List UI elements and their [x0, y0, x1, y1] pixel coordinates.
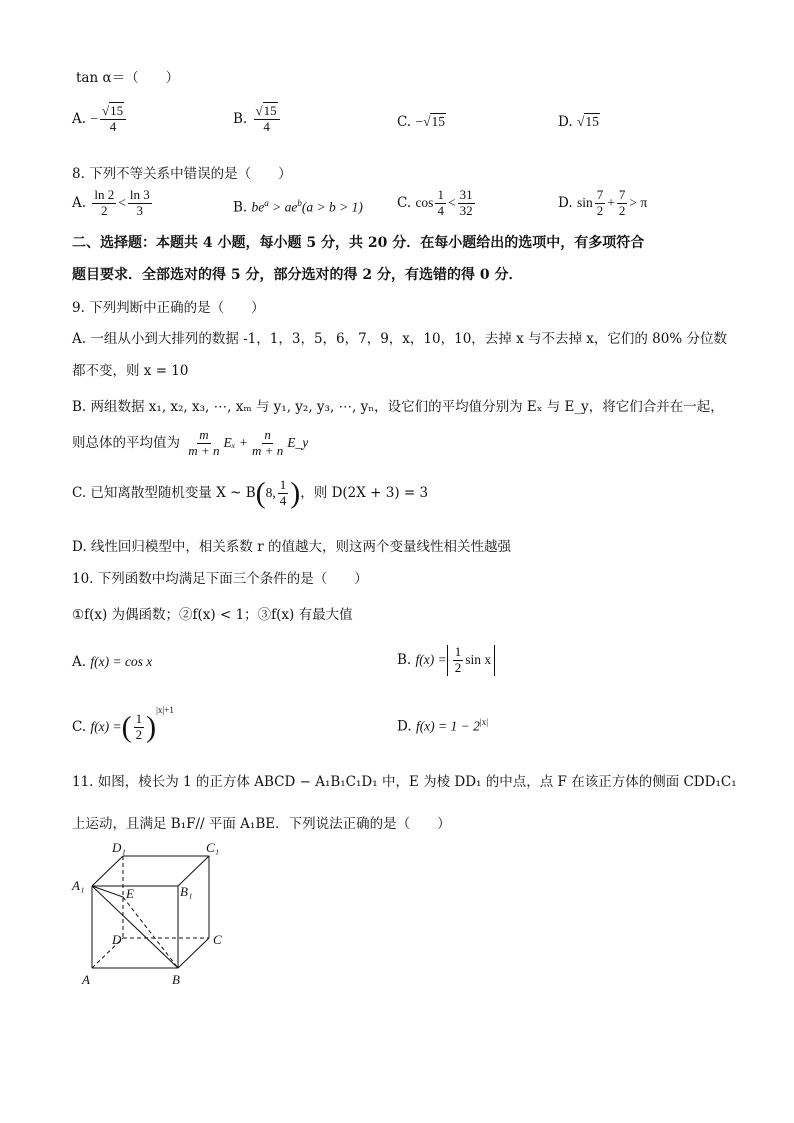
q9-stem: 9. 下列判断中正确的是（ ） [72, 300, 265, 316]
q9-option-a-line2: 都不变，则 x = 10 [72, 363, 189, 379]
q8-option-d[interactable]: D. sin $\frac{7}{2}$ + $\frac{7}{2}$ > π [558, 187, 648, 218]
q10-option-d[interactable]: D. $f(x) = 1 - 2^{|x|}$ [397, 717, 489, 735]
segment-A1-E [92, 886, 123, 897]
q9-option-b-line1[interactable]: B. 两组数据 x₁, x₂, x₃, ⋯, xₘ 与 y₁, y₂, y₃, ⋯, yₙ，设它们的平均值分别为 Eₓ 与 E_y，将它们合并在一起， [72, 399, 724, 415]
q11-stem-line2: 上运动，且满足 B₁F// 平面 A₁BE．下列说法正确的是（ ） [72, 816, 451, 832]
q9-option-c[interactable]: C. 已知离散型随机变量 X ~ B(8, $\frac{1}{4}$ )，则 D(2X + 3) = 3 [72, 476, 429, 510]
label-A1: A₁ [72, 878, 85, 893]
label-D: D [112, 932, 122, 947]
q7-option-c[interactable]: C. −√15 [397, 114, 445, 130]
q9-option-a-line1[interactable]: A. 一组从小到大排列的数据 -1，1，3，5，6，7，9，x，10，10，去掉 x 与不去掉 x，它们的 80% 分位数 [72, 331, 727, 347]
label-C: C [213, 932, 222, 947]
q10-stem: 10. 下列函数中均满足下面三个条件的是（ ） [72, 571, 368, 587]
q8-option-a[interactable]: A. $\frac{\ln 2}{2}$ < $\frac{\ln 3}{3}$ [72, 187, 150, 218]
label-E: E [126, 886, 134, 901]
edge-B1-C1 [178, 856, 209, 886]
segment-E-B [123, 897, 178, 968]
q7-stem: tan α＝（ ） [76, 70, 180, 86]
q11-stem-line1: 11. 如图，棱长为 1 的正方体 ABCD − A₁B₁C₁D₁ 中，E 为棱 DD₁ 的中点，点 F 在该正方体的侧面 CDD₁C₁ [72, 774, 737, 790]
q10-option-a[interactable]: A. f(x) = cos x [72, 654, 153, 670]
edge-A1-D1 [92, 856, 123, 886]
q8-stem: 8. 下列不等关系中错误的是（ ） [72, 166, 292, 182]
q8-option-b[interactable]: B. $be^a > ae^b(a > b > 1)$ [233, 198, 363, 216]
q7-option-d[interactable]: D. √15 [558, 114, 599, 130]
label-A: A [82, 972, 90, 987]
q7-option-b[interactable]: B. $\frac{√15}{4}$ [233, 104, 282, 135]
q10-option-c[interactable]: C. f(x) =( $\frac{1}{2}$ )$^{|x|+1}$ [72, 705, 174, 744]
edge-B-C [178, 938, 209, 968]
q10-conditions: ①f(x) 为偶函数；②f(x) < 1；③f(x) 有最大值 [72, 607, 353, 623]
section2-heading-line2: 题目要求．全部选对的得 5 分，部分选对的得 2 分，有选错的得 0 分． [72, 267, 523, 283]
q9-option-d[interactable]: D. 线性回归模型中，相关系数 r 的值越大，则这两个变量线性相关性越强 [72, 539, 511, 555]
label-B1: B₁ [180, 884, 193, 899]
q7-option-a[interactable]: A. − $\frac{√15}{4}$ [72, 104, 128, 135]
cube-figure [70, 840, 240, 990]
label-B: B [172, 972, 180, 987]
label-C1: C₁ [206, 840, 220, 855]
q8-option-c[interactable]: C. cos $\frac{1}{4}$ < $\frac{31}{32}$ [397, 187, 473, 218]
section2-heading-line1: 二、选择题：本题共 4 小题，每小题 5 分，共 20 分．在每小题给出的选项中，有多项符合 [72, 235, 645, 251]
label-D1: D₁ [112, 840, 126, 855]
q9-option-b-line2: 则总体的平均值为 $\frac{m}{m + n}$ Eₓ + $\frac{n}{m + n}$ E_y [72, 427, 309, 458]
q10-option-b[interactable]: B. f(x) = $\frac{1}{2}$ sin x [397, 645, 495, 676]
